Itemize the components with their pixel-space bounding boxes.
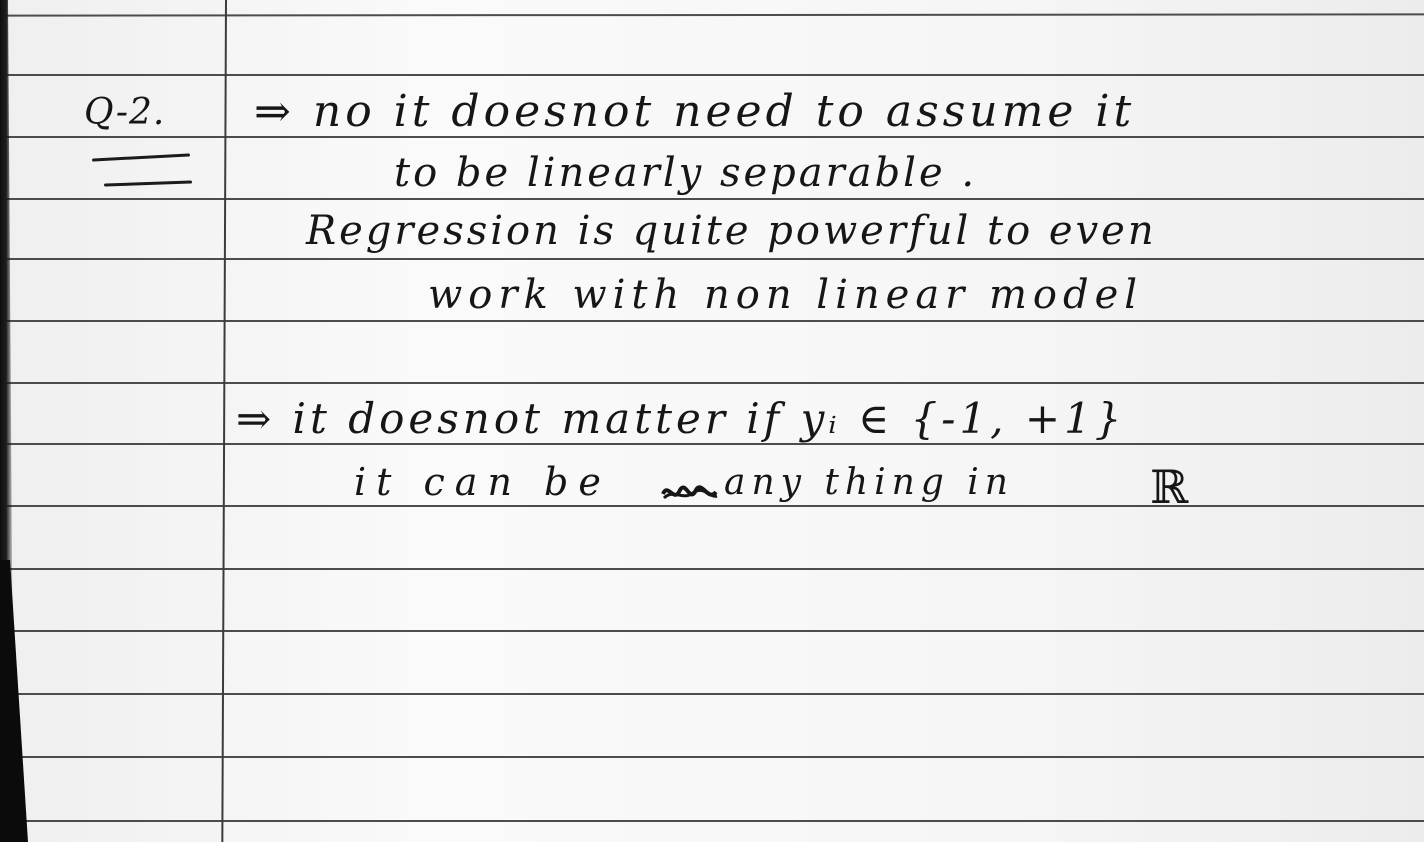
- page-edge-shadow-bottom: [0, 560, 30, 842]
- answer-line-1: ⇒ no it doesnot need to assume it: [254, 86, 1136, 137]
- question-underline: [104, 180, 192, 186]
- ruled-line: [0, 198, 1424, 200]
- answer-line-3: Regression is quite powerful to even: [306, 208, 1157, 254]
- answer-line-6-suffix: any thing in: [724, 462, 1014, 503]
- answer-line-2: to be linearly separable .: [394, 150, 978, 196]
- ruled-line: [0, 756, 1424, 758]
- answer-line-4: work with non linear model: [428, 272, 1144, 318]
- ruled-line: [0, 443, 1424, 445]
- ruled-line: [0, 820, 1424, 822]
- real-numbers-symbol: ℝ: [1150, 460, 1189, 514]
- question-underline: [92, 153, 190, 161]
- ruled-line: [0, 630, 1424, 632]
- question-label: Q-2.: [84, 92, 166, 133]
- answer-line-6-prefix: it can be: [354, 460, 611, 504]
- margin-line: [221, 0, 227, 842]
- ruled-line: [0, 258, 1424, 260]
- ruled-line: [0, 74, 1424, 76]
- ruled-line: [0, 320, 1424, 322]
- ruled-line: [0, 13, 1424, 16]
- ruled-line: [0, 382, 1424, 384]
- ruled-line: [0, 568, 1424, 570]
- answer-line-5: ⇒ it doesnot matter if yᵢ ∈ {-1, +1}: [236, 394, 1126, 443]
- crossed-out-word: [660, 478, 720, 506]
- ruled-line: [0, 693, 1424, 695]
